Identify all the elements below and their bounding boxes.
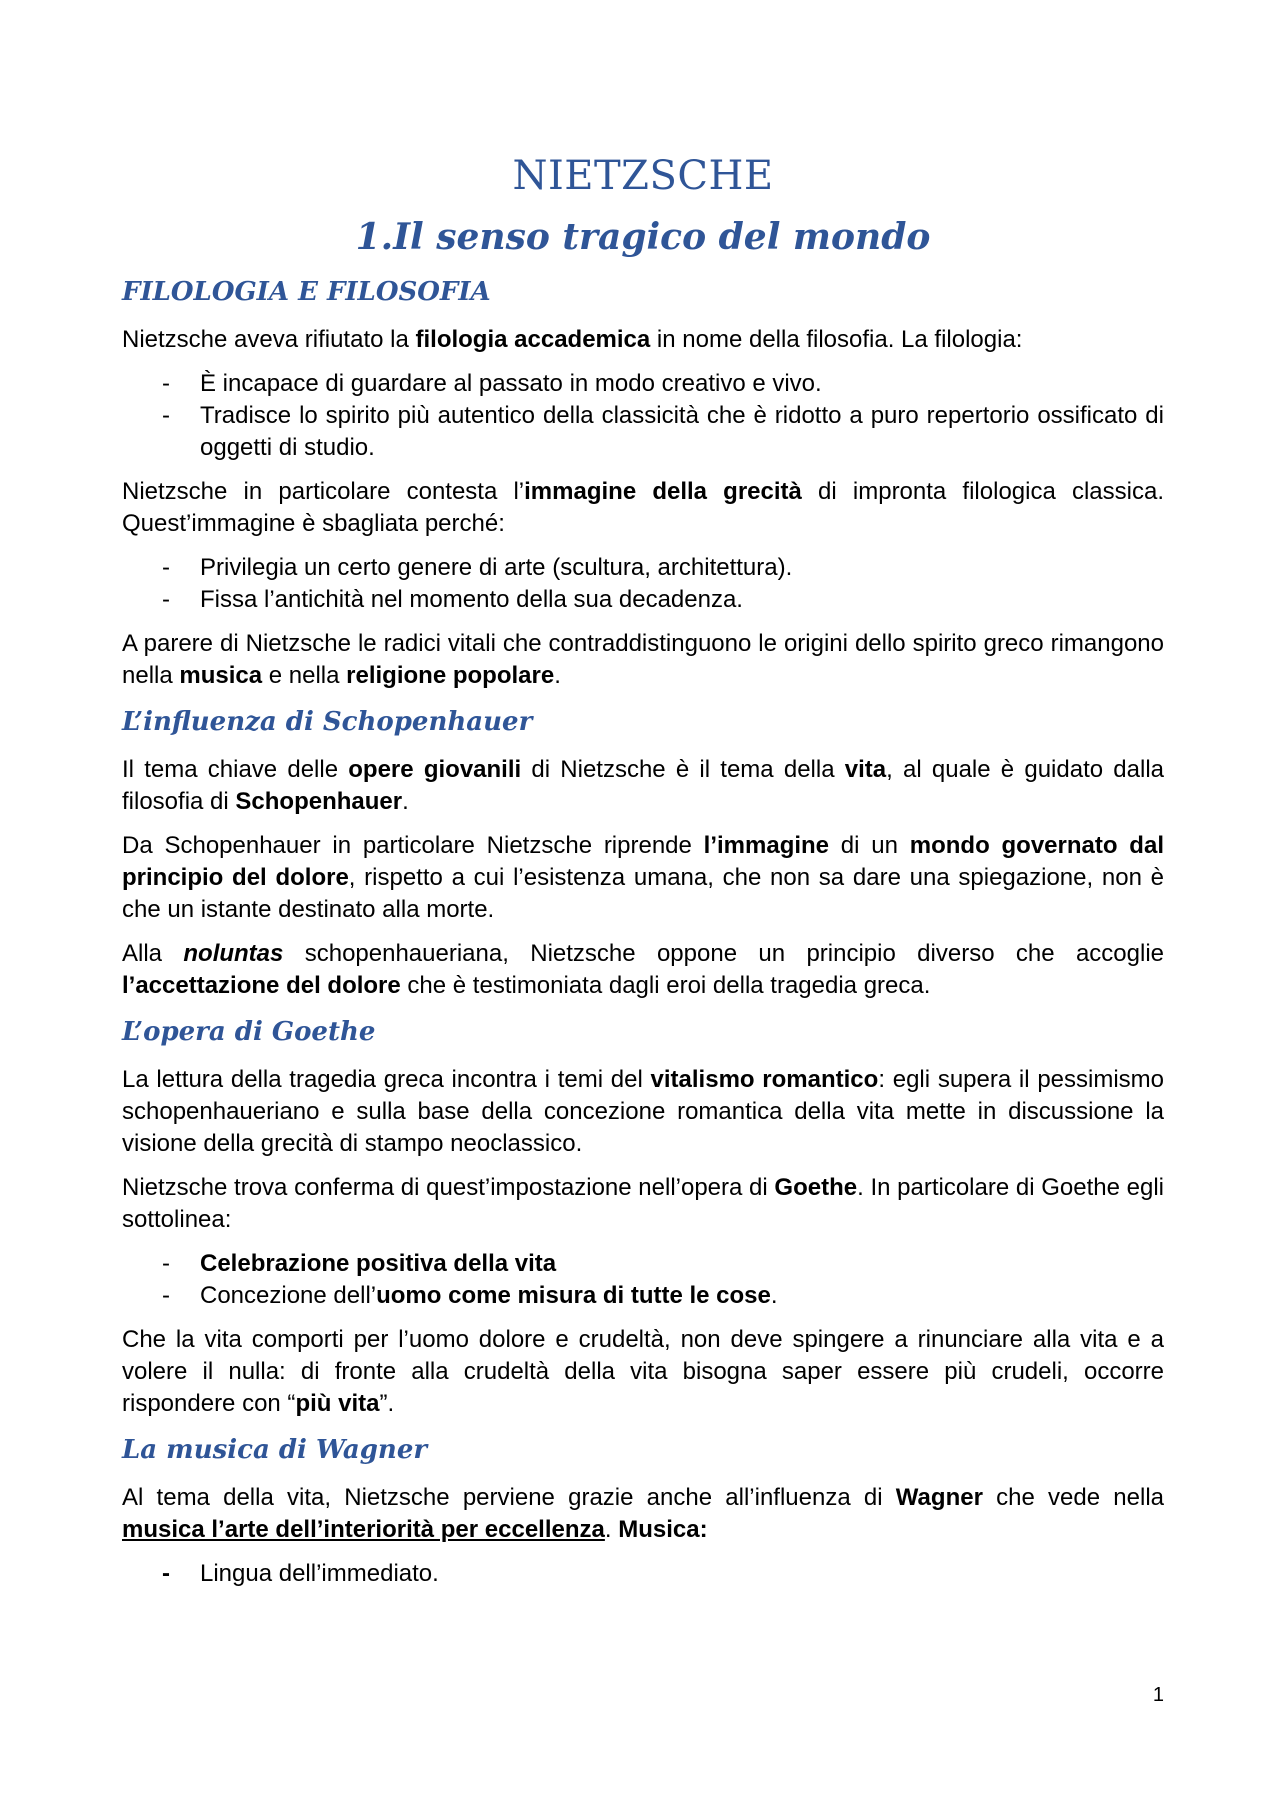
list-item: - Celebrazione positiva della vita (122, 1248, 1164, 1280)
paragraph: Al tema della vita, Nietzsche perviene grazie anche all’influenza di Wagner che vede nella musica l’arte dell’interiorità per eccellenza. Musica: (122, 1484, 1164, 1543)
paragraph: A parere di Nietzsche le radici vitali che contraddistinguono le origini dello spirito greco rimangono nella musica e nella religione popolare. (122, 630, 1164, 689)
dash-list (122, 1248, 1164, 1312)
dash-list (122, 1558, 1164, 1590)
paragraph: Il tema chiave delle opere giovanili di Nietzsche è il tema della vita, al quale è guidato dalla filosofia di Schopenhauer. (122, 756, 1165, 815)
list-item: - Tradisce lo spirito più autentico della classicità che è ridotto a puro repertorio ossificato di oggetti di studio. (122, 400, 1164, 464)
paragraph: La lettura della tragedia greca incontra i temi del vitalismo romantico: egli supera il pessimismo schopenhaueriano e sulla base della concezione romantica della vita mette in discussione la visione della grecità di stampo neoclassico. (122, 1066, 1165, 1157)
paragraph: Che la vita comporti per l’uomo dolore e crudeltà, non deve spingere a rinunciare alla vita e a volere il nulla: di fronte alla crudeltà della vita bisogna saper essere più crudeli, occorre rispondere con “più vita”. (122, 1326, 1164, 1417)
paragraph: Alla noluntas schopenhaueriana, Nietzsche oppone un principio diverso che accoglie l’accettazione del dolore che è testimoniata dagli eroi della tragedia greca. (122, 940, 1164, 999)
paragraph: Nietzsche trova conferma di quest’impostazione nell’opera di Goethe. In particolare di Goethe egli sottolinea: (122, 1174, 1165, 1233)
paragraph: Nietzsche in particolare contesta l’immagine della grecità di impronta filologica classica. Quest’immagine è sbagliata perché: (122, 478, 1164, 537)
list-item: - È incapace di guardare al passato in modo creativo e vivo. (122, 368, 1164, 400)
document-title: NIETZSCHE (512, 153, 774, 199)
paragraph: Da Schopenhauer in particolare Nietzsche riprende l’immagine di un mondo governato dal principio del dolore, rispetto a cui l’esistenza umana, che non sa dare una spiegazione, non è che un istante destinato alla morte. (122, 832, 1164, 923)
page-number: 1 (1152, 1684, 1164, 1706)
list-item: - Privilegia un certo genere di arte (scultura, architettura). (122, 552, 1164, 584)
section-heading-wagner: La musica di Wagner (122, 1435, 428, 1465)
dash-list (122, 368, 1164, 464)
list-item: - Fissa l’antichità nel momento della sua decadenza. (122, 584, 1164, 616)
section-heading-filologia: FILOLOGIA E FILOSOFIA (122, 277, 491, 307)
section-heading-schopenhauer: L’influenza di Schopenhauer (122, 707, 533, 737)
list-item: - Concezione dell’uomo come misura di tutte le cose. (122, 1280, 1164, 1312)
chapter-title: 1.Il senso tragico del mondo (355, 216, 931, 258)
section-heading-goethe: L’opera di Goethe (122, 1017, 376, 1047)
dash-list (122, 552, 1164, 616)
list-item: - Lingua dell’immediato. (122, 1558, 1164, 1590)
paragraph: Nietzsche aveva rifiutato la filologia accademica in nome della filosofia. La filologia: (122, 326, 1023, 353)
